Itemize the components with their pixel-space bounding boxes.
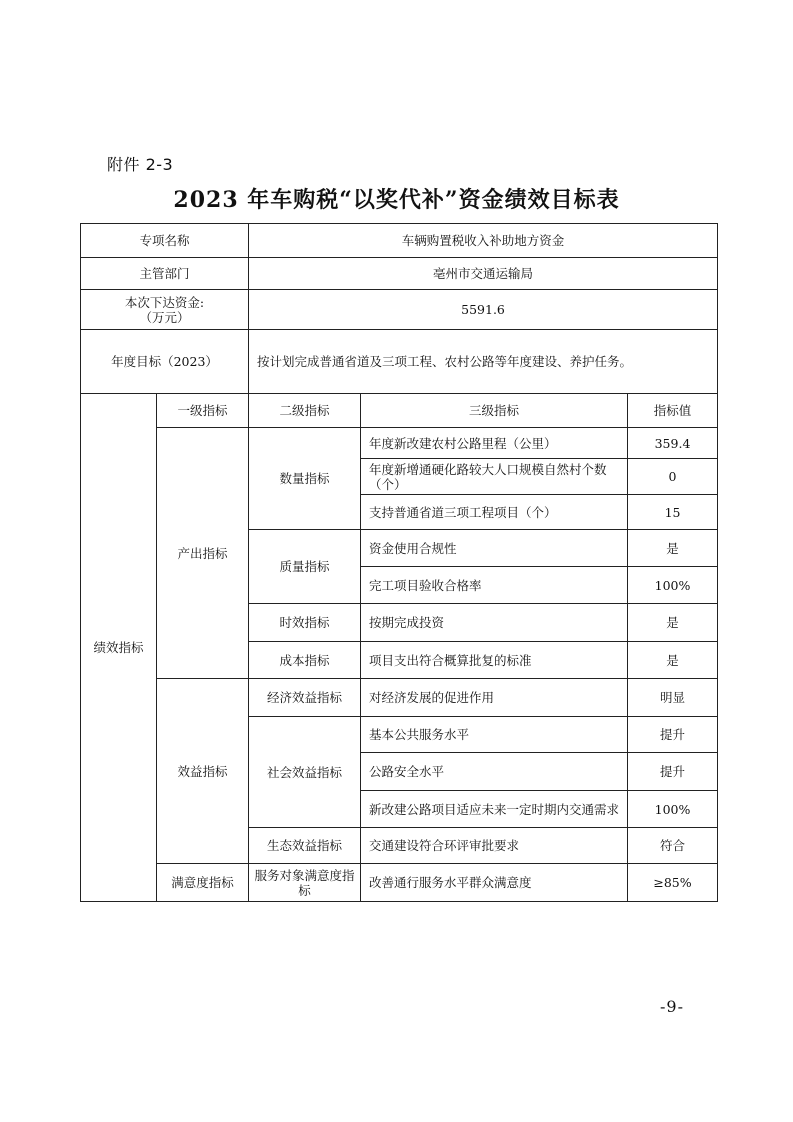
- dept-value: 亳州市交通运输局: [249, 258, 718, 290]
- goal-row: [81, 330, 718, 394]
- subgroup-quantity: 数量指标: [249, 428, 361, 530]
- goal-label: 年度目标（2023）: [81, 330, 249, 394]
- header-level3: 三级指标: [361, 394, 628, 428]
- value-cell: 提升: [628, 753, 718, 791]
- table-row: [81, 428, 718, 459]
- funds-label-line2: （万元）: [139, 309, 190, 325]
- group-satisfaction: 满意度指标: [157, 864, 249, 902]
- group-output: 产出指标: [157, 428, 249, 679]
- value-cell: 是: [628, 604, 718, 642]
- value-cell: 0: [628, 459, 718, 495]
- group-benefit: 效益指标: [157, 679, 249, 864]
- indicator-cell: 完工项目验收合格率: [361, 567, 628, 604]
- table-row: [81, 679, 718, 717]
- header-level2: 二级指标: [249, 394, 361, 428]
- value-cell: 提升: [628, 717, 718, 753]
- value-cell: 是: [628, 642, 718, 679]
- subgroup-service: 服务对象满意度指标: [249, 864, 361, 902]
- indicator-cell: 新改建公路项目适应未来一定时期内交通需求: [361, 791, 628, 828]
- value-cell: ≥85%: [628, 864, 718, 902]
- document-title: 2023 年车购税“以奖代补”资金绩效目标表: [173, 187, 620, 213]
- value-cell: 明显: [628, 679, 718, 717]
- indicator-cell: 基本公共服务水平: [361, 717, 628, 753]
- performance-target-table: [80, 223, 718, 902]
- header-value: 指标值: [628, 394, 718, 428]
- subgroup-timeliness: 时效指标: [249, 604, 361, 642]
- header-level1: 一级指标: [157, 394, 249, 428]
- project-name-value: 车辆购置税收入补助地方资金: [249, 224, 718, 258]
- funds-row: [81, 290, 718, 330]
- value-cell: 15: [628, 495, 718, 530]
- indicator-cell: 按期完成投资: [361, 604, 628, 642]
- subgroup-ecological: 生态效益指标: [249, 828, 361, 864]
- value-cell: 100%: [628, 791, 718, 828]
- subgroup-cost: 成本指标: [249, 642, 361, 679]
- funds-label-line1: 本次下达资金:: [124, 294, 205, 310]
- subgroup-quality: 质量指标: [249, 530, 361, 604]
- value-cell: 100%: [628, 567, 718, 604]
- dept-row: [81, 258, 718, 290]
- indicator-cell: 对经济发展的促进作用: [361, 679, 628, 717]
- header-row: [81, 394, 718, 428]
- value-cell: 符合: [628, 828, 718, 864]
- attachment-label: 附件 2-3: [107, 155, 174, 174]
- indicator-cell: 年度新改建农村公路里程（公里）: [361, 428, 628, 459]
- perf-indicators-label: 绩效指标: [81, 394, 157, 902]
- indicator-cell: 交通建设符合环评审批要求: [361, 828, 628, 864]
- funds-value: 5591.6: [249, 290, 718, 330]
- indicator-cell: 项目支出符合概算批复的标准: [361, 642, 628, 679]
- table-row: [81, 864, 718, 902]
- indicator-cell: 支持普通省道三项工程项目（个）: [361, 495, 628, 530]
- indicator-cell: 资金使用合规性: [361, 530, 628, 567]
- funds-label: [81, 290, 249, 330]
- subgroup-social: 社会效益指标: [249, 717, 361, 828]
- subgroup-economic: 经济效益指标: [249, 679, 361, 717]
- page-number: -9-: [660, 997, 684, 1016]
- indicator-cell: 年度新增通硬化路较大人口规模自然村个数（个）: [361, 459, 628, 495]
- goal-value: 按计划完成普通省道及三项工程、农村公路等年度建设、养护任务。: [249, 330, 718, 394]
- project-name-label: 专项名称: [81, 224, 249, 258]
- value-cell: 359.4: [628, 428, 718, 459]
- project-name-row: [81, 224, 718, 258]
- value-cell: 是: [628, 530, 718, 567]
- indicator-cell: 公路安全水平: [361, 753, 628, 791]
- dept-label: 主管部门: [81, 258, 249, 290]
- indicator-cell: 改善通行服务水平群众满意度: [361, 864, 628, 902]
